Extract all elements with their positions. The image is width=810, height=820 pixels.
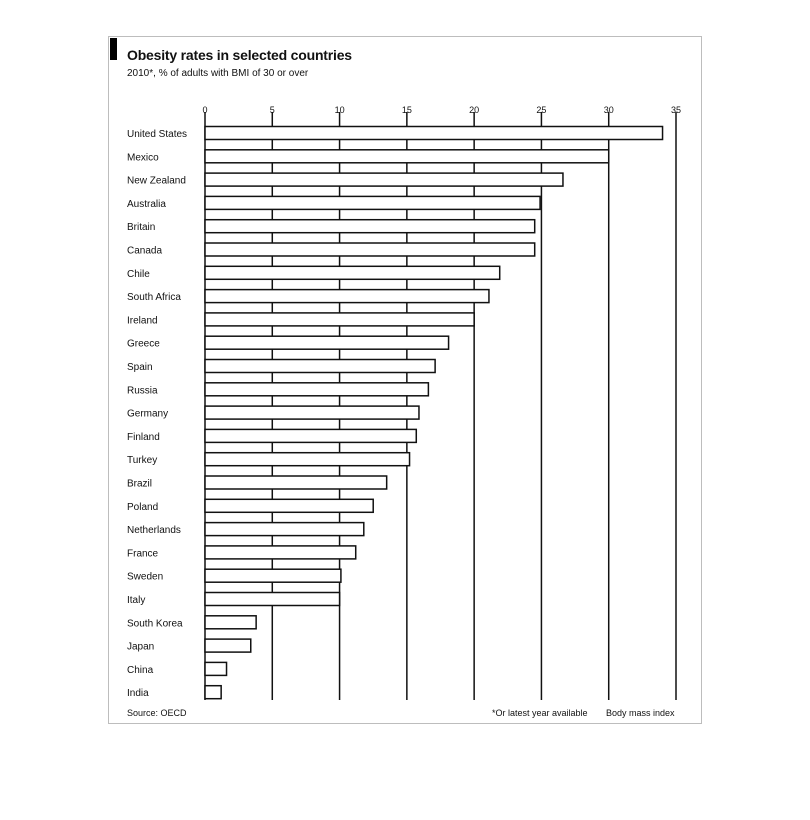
x-tick-label: 30 (603, 105, 614, 115)
category-label: New Zealand (127, 175, 186, 187)
category-label: United States (127, 129, 188, 140)
footnote: *Or latest year available (492, 708, 588, 718)
category-label: Spain (127, 362, 153, 373)
category-label: South Africa (127, 292, 181, 304)
category-label: Germany (127, 408, 169, 420)
category-label: Ireland (127, 315, 158, 327)
bars (205, 127, 663, 699)
bar (205, 593, 340, 606)
category-label: Sweden (127, 571, 164, 583)
x-tick-label: 25 (536, 105, 547, 115)
bar (205, 243, 535, 256)
bar (205, 220, 535, 233)
category-label: China (127, 664, 154, 676)
x-tick-label: 10 (334, 105, 345, 115)
bar (205, 569, 341, 582)
chart-title: Obesity rates in selected countries (127, 47, 352, 63)
bar (205, 453, 410, 466)
x-axis-ticks (202, 105, 681, 115)
bar (205, 662, 227, 675)
category-label: Finland (127, 431, 160, 443)
x-tick-label: 20 (469, 105, 480, 115)
footnote-bmi: Body mass index (606, 708, 675, 718)
category-label: Australia (127, 198, 166, 210)
category-label: Netherlands (127, 525, 181, 537)
bar (205, 476, 387, 489)
category-label: Italy (127, 595, 146, 606)
category-labels (127, 129, 187, 699)
chart-subtitle: 2010*, % of adults with BMI of 30 or over (127, 68, 309, 79)
bar (205, 406, 419, 419)
category-label: India (127, 688, 149, 700)
bar (205, 639, 251, 652)
category-label: Britain (127, 222, 156, 234)
bar (205, 290, 489, 303)
source-note: Source: OECD (127, 708, 187, 718)
category-label: France (127, 548, 159, 560)
category-label: Brazil (127, 478, 153, 490)
bar (205, 266, 500, 279)
bar (205, 686, 221, 699)
x-tick-label: 15 (401, 105, 412, 115)
bar (205, 499, 373, 512)
category-label: Japan (127, 641, 155, 653)
bar (205, 150, 609, 163)
category-label: Canada (127, 245, 163, 257)
bar (205, 429, 416, 442)
category-label: Mexico (127, 152, 159, 164)
category-label: Greece (127, 338, 160, 350)
bar (205, 196, 540, 209)
category-label: Poland (127, 501, 159, 513)
x-tick-label: 0 (202, 105, 208, 115)
bar (205, 616, 256, 629)
bar (205, 313, 474, 326)
x-tick-label: 35 (670, 105, 682, 115)
bar (205, 546, 356, 559)
bar (205, 383, 428, 396)
bar (205, 173, 563, 186)
x-tick-label: 5 (269, 105, 275, 115)
category-label: Chile (127, 268, 150, 280)
bar (205, 360, 435, 373)
category-label: Turkey (127, 455, 158, 467)
bar (205, 127, 663, 140)
bar (205, 523, 364, 536)
category-label: Russia (127, 385, 158, 397)
bar (205, 336, 449, 349)
category-label: South Korea (127, 618, 183, 630)
